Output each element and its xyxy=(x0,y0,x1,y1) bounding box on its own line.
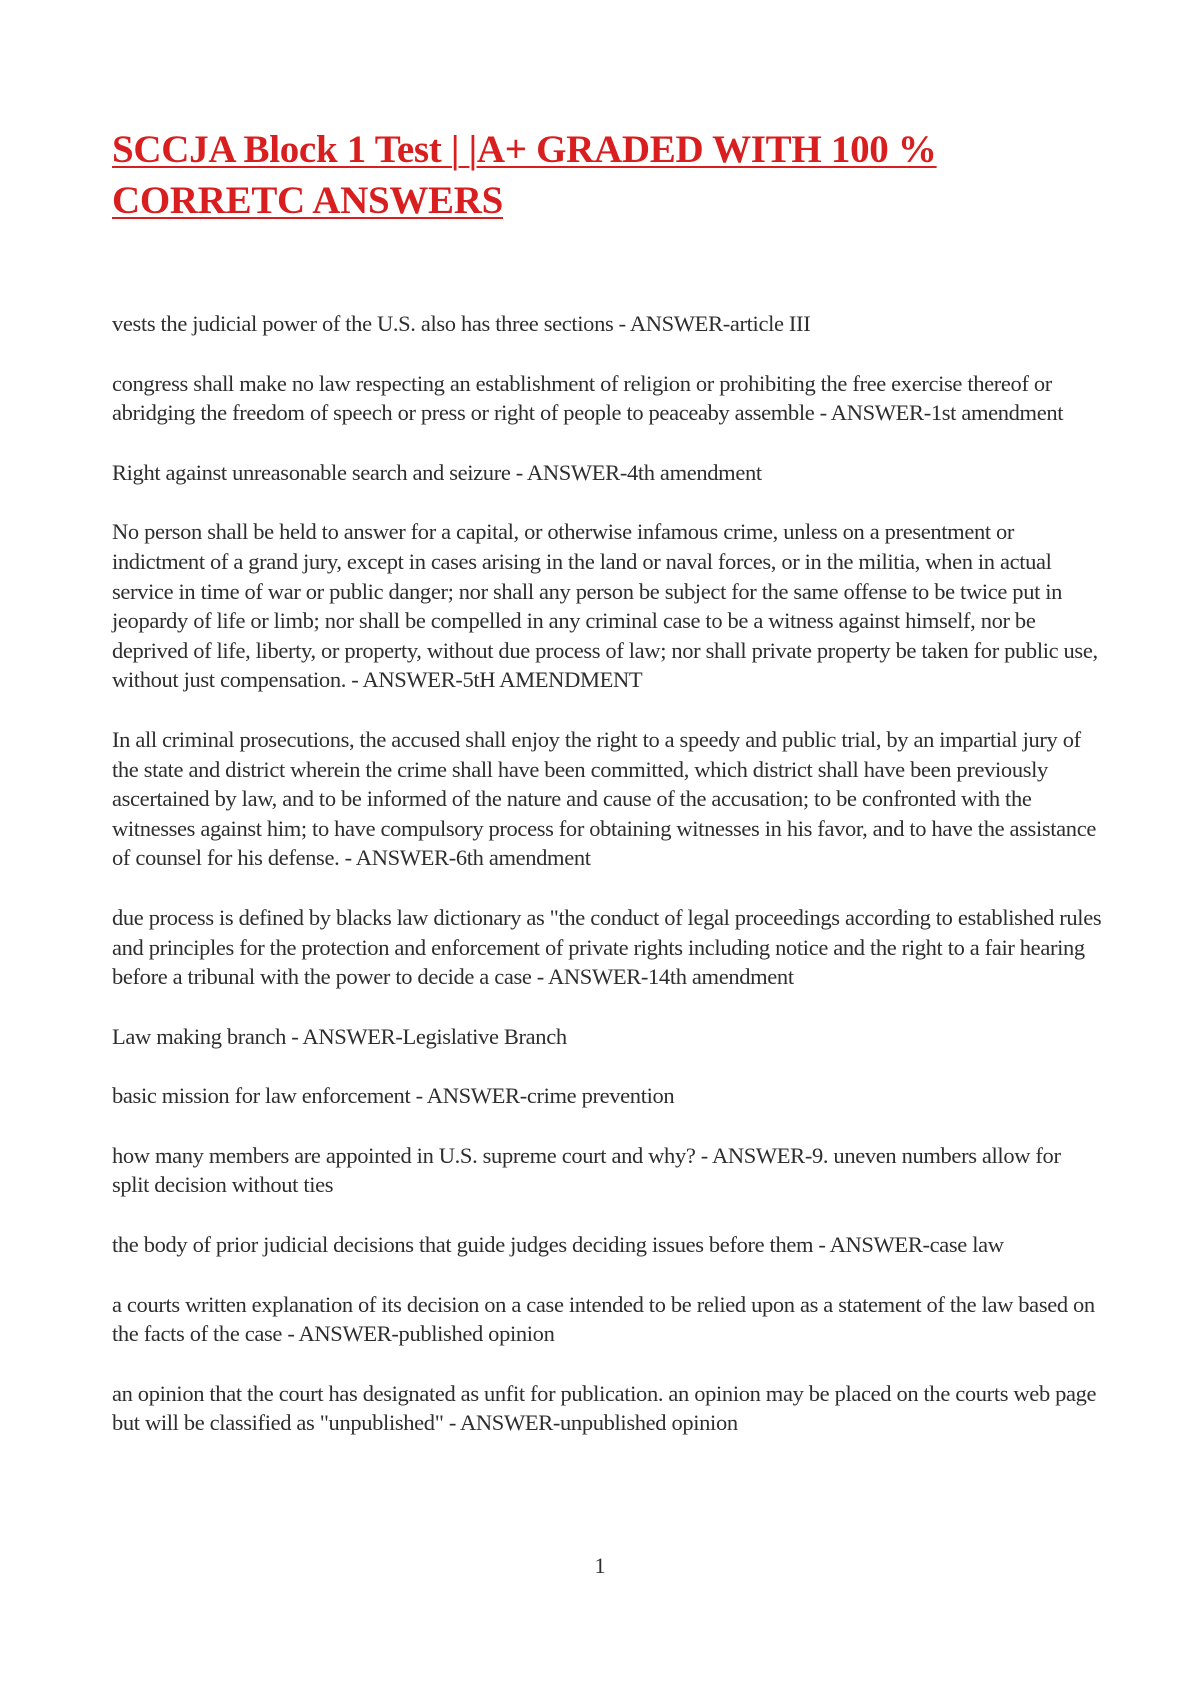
document-title xyxy=(112,124,1012,226)
qa-item: due process is defined by blacks law dictionary as "the conduct of legal proceedings according to established rules and principles for the protection and enforcement of private rights including notice and the right to a fair hearing before a tribunal with the power to decide a case - ANSWER-14th amendment xyxy=(112,904,1102,990)
qa-item: vests the judicial power of the U.S. also has three sections - ANSWER-article III xyxy=(112,311,811,336)
page-number: 1 xyxy=(594,1553,606,1578)
qa-item: an opinion that the court has designated as unfit for publication. an opinion may be placed on the courts web page but will be classified as "unpublished" - ANSWER-unpublished opinion xyxy=(112,1380,1097,1436)
qa-item: Law making branch - ANSWER-Legislative Branch xyxy=(112,1023,567,1049)
qa-item: a courts written explanation of its decision on a case intended to be relied upon as a statement of the law based on the facts of the case - ANSWER-published opinion xyxy=(112,1291,1095,1347)
qa-item: basic mission for law enforcement - ANSWER-crime prevention xyxy=(112,1083,675,1109)
title-line-2: CORRETC ANSWERS xyxy=(112,179,504,222)
title-line-1: SCCJA Block 1 Test | |A+ GRADED WITH 100 % xyxy=(112,128,937,171)
qa-item: how many members are appointed in U.S. supreme court and why? - ANSWER-9. uneven numbers allow for split decision without ties xyxy=(112,1142,1061,1198)
qa-item: In all criminal prosecutions, the accused shall enjoy the right to a speedy and public trial, by an impartial jury of the state and district wherein the crime shall have been committed, which district shall have been previously ascertained by law, and to be informed of the nature and cause of the accusation; to be confronted with the witnesses against him; to have compulsory process for obtaining witnesses in his favor, and to have the assistance of counsel for his defense. - ANSWER-6th amendment xyxy=(112,726,1096,871)
qa-item: No person shall be held to answer for a capital, or otherwise infamous crime, unless on a presentment or indictment of a grand jury, except in cases arising in the land or naval forces, or in the militia, when in actual service in time of war or public danger; nor shall any person be subject for the same offense to be twice put in jeopardy of life or limb; nor shall be compelled in any criminal case to be a witness against himself, nor be deprived of life, liberty, or property, without due process of law; nor shall private property be taken for public use, without just compensation. - ANSWER-5tH AMENDMENT xyxy=(112,519,1098,693)
qa-item: the body of prior judicial decisions that guide judges deciding issues before them - ANSWER-case law xyxy=(112,1232,1004,1258)
qa-item: congress shall make no law respecting an establishment of religion or prohibiting the free exercise thereof or abridging the freedom of speech or press or right of people to peaceaby assemble - ANSWER-1st amendment xyxy=(112,370,1064,426)
qa-item: Right against unreasonable search and seizure - ANSWER-4th amendment xyxy=(112,459,762,485)
qa-list xyxy=(112,309,1102,1468)
